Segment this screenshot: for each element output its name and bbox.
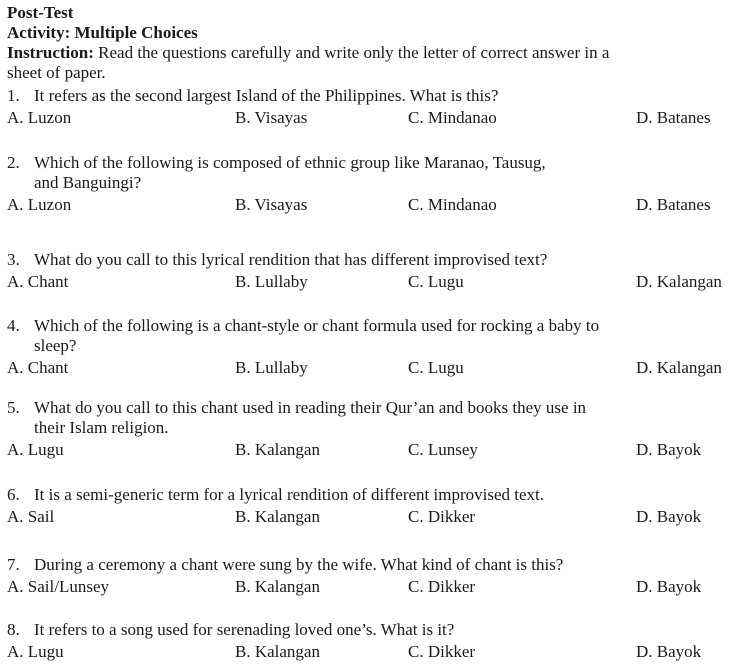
option-d: D. Kalangan — [636, 358, 722, 377]
instruction-continued: sheet of paper. — [7, 63, 106, 82]
options-row — [0, 272, 755, 292]
page-title: Post-Test — [7, 3, 74, 22]
question-text: Which of the following is composed of ethnic group like Maranao, Tausug, — [34, 153, 546, 172]
option-c: C. Lugu — [408, 358, 464, 377]
option-b: B. Kalangan — [235, 507, 320, 526]
activity-title: Activity: Multiple Choices — [7, 23, 198, 42]
option-b: B. Lullaby — [235, 358, 308, 377]
question-4 — [0, 316, 755, 378]
option-a: A. Chant — [7, 272, 69, 291]
question-number: 2. — [7, 153, 20, 172]
question-line — [0, 86, 755, 106]
question-text: sleep? — [34, 336, 77, 355]
question-text: Which of the following is a chant-style or chant formula used for rocking a baby to — [34, 316, 600, 335]
option-b: B. Visayas — [235, 195, 308, 214]
option-d: D. Bayok — [636, 642, 702, 661]
question-text: During a ceremony a chant were sung by the wife. What kind of chant is this? — [34, 555, 564, 574]
question-5 — [0, 398, 755, 460]
question-line — [0, 620, 755, 640]
options-row — [0, 440, 755, 460]
option-a: A. Lugu — [7, 642, 64, 661]
question-line — [0, 173, 755, 193]
question-text: It is a semi-generic term for a lyrical rendition of different improvised text. — [34, 485, 544, 504]
option-c: C. Lugu — [408, 272, 464, 291]
question-number: 4. — [7, 316, 20, 335]
question-line — [0, 336, 755, 356]
question-number: 5. — [7, 398, 20, 417]
question-number: 6. — [7, 485, 20, 504]
question-text: their Islam religion. — [34, 418, 169, 437]
question-line — [0, 250, 755, 270]
question-text: What do you call to this chant used in reading their Qur’an and books they use in — [34, 398, 587, 417]
option-a: A. Sail — [7, 507, 55, 526]
option-b: B. Lullaby — [235, 272, 308, 291]
option-a: A. Chant — [7, 358, 69, 377]
options-row — [0, 507, 755, 527]
option-d: D. Bayok — [636, 440, 702, 459]
option-d: D. Batanes — [636, 195, 711, 214]
question-line — [0, 153, 755, 173]
question-text: It refers to a song used for serenading loved one’s. What is it? — [34, 620, 455, 639]
question-number: 3. — [7, 250, 20, 269]
options-row — [0, 108, 755, 128]
option-d: D. Batanes — [636, 108, 711, 127]
option-a: A. Sail/Lunsey — [7, 577, 109, 596]
question-2 — [0, 153, 755, 215]
question-6 — [0, 485, 755, 527]
question-number: 8. — [7, 620, 20, 639]
option-b: B. Kalangan — [235, 577, 320, 596]
question-text: and Banguingi? — [34, 173, 142, 192]
option-a: A. Luzon — [7, 195, 72, 214]
options-row — [0, 195, 755, 215]
question-line — [0, 398, 755, 418]
option-c: C. Mindanao — [408, 108, 497, 127]
instruction — [7, 43, 609, 63]
options-row — [0, 642, 755, 662]
option-c: C. Dikker — [408, 577, 476, 596]
question-number: 1. — [7, 86, 20, 105]
question-line — [0, 555, 755, 575]
option-b: B. Kalangan — [235, 440, 320, 459]
question-text: It refers as the second largest Island of the Philippines. What is this? — [34, 86, 499, 105]
option-a: A. Luzon — [7, 108, 72, 127]
question-8 — [0, 620, 755, 662]
question-line — [0, 485, 755, 505]
instruction-label: Instruction: — [7, 43, 94, 62]
question-number: 7. — [7, 555, 20, 574]
question-3 — [0, 250, 755, 292]
question-line — [0, 418, 755, 438]
option-d: D. Bayok — [636, 577, 702, 596]
option-c: C. Dikker — [408, 642, 476, 661]
instruction-text: Read the questions carefully and write only the letter of correct answer in a — [93, 43, 610, 62]
option-d: D. Kalangan — [636, 272, 722, 291]
question-1 — [0, 86, 755, 128]
question-text: What do you call to this lyrical rendition that has different improvised text? — [34, 250, 548, 269]
option-a: A. Lugu — [7, 440, 64, 459]
option-c: C. Lunsey — [408, 440, 478, 459]
question-7 — [0, 555, 755, 597]
option-b: B. Kalangan — [235, 642, 320, 661]
question-line — [0, 316, 755, 336]
option-c: C. Mindanao — [408, 195, 497, 214]
option-d: D. Bayok — [636, 507, 702, 526]
option-b: B. Visayas — [235, 108, 308, 127]
option-c: C. Dikker — [408, 507, 476, 526]
options-row — [0, 577, 755, 597]
options-row — [0, 358, 755, 378]
